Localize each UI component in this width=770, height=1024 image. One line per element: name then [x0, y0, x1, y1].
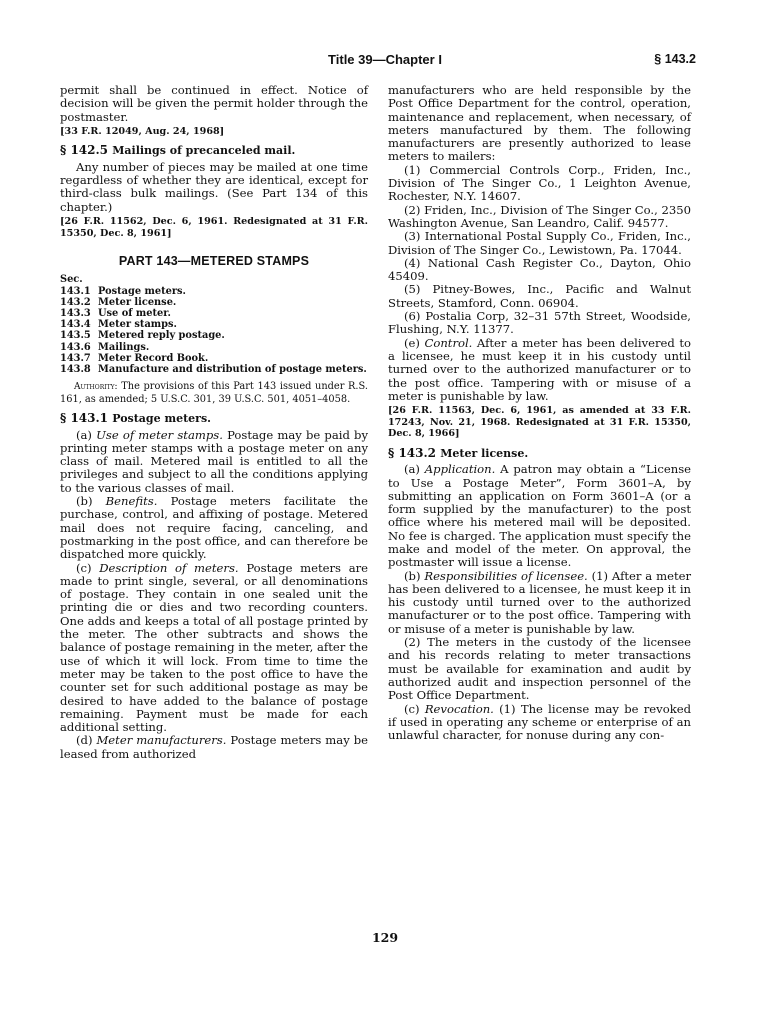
continued-paragraph: permit shall be continued in effect. Notice of decision will be given the permit holder through the postmaster.: [60, 83, 368, 124]
toc-label: Sec.: [60, 274, 83, 286]
paragraph-text: Postage meters facilitate the purchase, control, and affixing of postage. Metered mail does not require facing, canceling, and postmarking in the post office, and can therefore be dispatched more quickly.: [60, 494, 369, 562]
paragraph-b-2: (2) The meters in the custody of the licensee and his records relating to meter transactions must be available for examination and audit by authorized audit and inspection personnel of the Post Office Department.: [388, 635, 691, 703]
paragraph-label: (e): [404, 335, 420, 350]
toc-number: 143.8: [60, 364, 91, 376]
paragraph-text: A patron may obtain a “License to Use a Postage Meter”, Form 3601–A, by submitting an application on Form 3601–A (or a form supplied by the manufacturer) to the post office where his metered mail will be deposited. No fee is charged. The application must specify the make and model of the meter. On approval, the postmaster will issue a license.: [388, 462, 692, 570]
running-header: [0, 52, 770, 72]
paragraph-text: Postage may be paid by printing meter stamps with a postage meter on any class of mail. Metered mail is entitled to all the privileges and subject to all the conditions applying to the various classes of mail.: [60, 427, 368, 495]
toc-text: Use of meter.: [98, 308, 171, 320]
manufacturer-item: (1) Commercial Controls Corp., Friden, Inc., Division of The Singer Co., 1 Leighton Avenue, Rochester, N.Y. 14607.: [388, 162, 691, 204]
running-title: Title 39—Chapter I: [328, 52, 442, 67]
manufacturer-item: (4) National Cash Register Co., Dayton, Ohio 45409.: [388, 255, 691, 284]
paragraph-label: (d): [76, 733, 93, 748]
paragraph-text: (1) The license may be revoked if used in operating any scheme or enterprise of an unlawful character, for nonuse during any con-: [388, 701, 692, 743]
toc-row: [60, 319, 368, 330]
paragraph-text: After a meter has been delivered to a licensee, he must keep it in his custody until turned over to the authorized manufacturer or to the post office. Tampering with or misuse of a meter is punishable by law.: [388, 335, 692, 403]
table-of-contents: [60, 274, 368, 375]
paragraph-label: (a): [404, 462, 420, 477]
paragraph-title: Responsibilities of licensee.: [424, 568, 588, 583]
paragraph-label: (c): [404, 701, 420, 716]
toc-number: 143.3: [60, 308, 91, 320]
paragraph-label: (c): [76, 560, 92, 575]
manufacturer-item: (5) Pitney-Bowes, Inc., Pacific and Walnut Streets, Stamford, Conn. 06904.: [388, 282, 691, 310]
paragraph-c: [388, 703, 691, 743]
toc-text: Meter stamps.: [98, 319, 177, 331]
authority-note: [60, 381, 368, 405]
manufacturer-item: (3) International Postal Supply Co., Friden, Inc., Division of The Singer Co., Lewistown, Pa. 17044.: [388, 229, 691, 257]
paragraph-b: [60, 495, 368, 561]
paragraph-title: Control.: [424, 335, 473, 350]
paragraph-label: (a): [76, 427, 92, 442]
left-column: [60, 84, 368, 761]
manufacturer-item: (6) Postalia Corp, 32–31 57th Street, Woodside, Flushing, N.Y. 11377.: [388, 309, 691, 337]
citation-note: [26 F.R. 11563, Dec. 6, 1961, as amended at 33 F.R. 17243, Nov. 21, 1968. Redesignated at 31 F.R. 15350, Dec. 8, 1966]: [388, 405, 691, 440]
section-title: Meter license.: [440, 446, 529, 460]
toc-number: 143.6: [60, 341, 91, 353]
toc-number: 143.7: [60, 352, 91, 364]
authority-label: Authority:: [74, 382, 118, 393]
toc-row: [60, 364, 368, 375]
section-title: Postage meters.: [112, 412, 211, 426]
paragraph-label: (b): [76, 494, 93, 509]
paragraph-text: Postage meters are made to print single, several, or all denominations of postage. They contain in one sealed unit the printing die or dies and two recording counters. One adds and keeps a total of all postage printed by the meter. The other subtracts and shows the balance of postage remaining in the meter, after the use of which it will lock. From time to time the meter may be taken to the post office to have the counter set for such additional postage as may be desired to have added to the balance of postage remaining. Payment must be made for each additional setting.: [60, 560, 369, 735]
paragraph-b: [388, 570, 691, 636]
toc-number: 143.1: [60, 285, 91, 297]
toc-row: [60, 353, 368, 364]
toc-row: [60, 342, 368, 353]
part-title: PART 143—METERED STAMPS: [118, 254, 310, 269]
paragraph-text: Postage meters may be leased from authorized: [60, 733, 369, 761]
manufacturer-item: (2) Friden, Inc., Division of The Singer Co., 2350 Washington Avenue, San Leandro, Calif. 94577.: [388, 202, 691, 230]
toc-row: [60, 297, 368, 308]
section-number: § 143.1: [60, 411, 109, 426]
paragraph-title: Benefits.: [105, 494, 158, 509]
toc-row: [60, 308, 368, 319]
section-body: Any number of pieces may be mailed at one time regardless of whether they are identical, except for third-class bulk mailings. (See Part 134 of this chapter.): [60, 159, 368, 214]
toc-number: 143.4: [60, 319, 91, 331]
paragraph-a: [388, 463, 691, 569]
section-heading-143-2: [388, 447, 691, 460]
continued-paragraph: manufacturers who are held responsible by the Post Office Department for the control, operation, maintenance and replacement, when necessary, of meters manufactured by them. The following manufacturers are presently authorized to lease meters to mailers:: [388, 83, 691, 164]
section-heading-143-1: [60, 412, 368, 425]
toc-text: Postage meters.: [98, 285, 186, 297]
section-heading-142-5: [60, 144, 368, 157]
toc-text: Manufacture and distribution of postage meters.: [98, 364, 367, 376]
section-number: § 142.5: [60, 143, 109, 158]
paragraph-title: Use of meter stamps.: [96, 427, 223, 442]
page-number: 129: [371, 930, 399, 945]
toc-number: 143.2: [60, 296, 91, 308]
paragraph-c: [60, 562, 368, 735]
section-number: § 143.2: [388, 445, 437, 460]
authority-text: The provisions of this Part 143 issued under R.S. 161, as amended; 5 U.S.C. 301, 39 U.S.C. 501, 4051–4058.: [60, 381, 368, 405]
section-title: Mailings of precanceled mail.: [112, 144, 296, 158]
toc-row: [60, 286, 368, 297]
toc-text: Metered reply postage.: [98, 330, 225, 342]
toc-text: Meter Record Book.: [98, 352, 209, 364]
paragraph-d: [60, 734, 368, 761]
paragraph-title: Description of meters.: [99, 560, 239, 575]
toc-text: Mailings.: [98, 341, 150, 353]
citation-note: [33 F.R. 12049, Aug. 24, 1968]: [60, 125, 225, 137]
paragraph-title: Revocation.: [424, 701, 494, 716]
paragraph-title: Application.: [424, 462, 496, 477]
paragraph-e: [388, 337, 691, 403]
paragraph-a: [60, 429, 368, 495]
paragraph-text: (1) After a meter has been delivered to a licensee, he must keep it in his custody until turned over to the authorized manufacturer or to the post office. Tampering with or misuse of a meter is punishable by law.: [388, 568, 692, 636]
running-section-number: § 143.2: [654, 52, 696, 66]
paragraph-title: Meter manufacturers.: [96, 733, 227, 748]
toc-row: [60, 330, 368, 341]
citation-note: [26 F.R. 11562, Dec. 6, 1961. Redesignated at 31 F.R. 15350, Dec. 8, 1961]: [60, 215, 368, 239]
right-column: [388, 84, 691, 742]
toc-text: Meter license.: [98, 296, 177, 308]
paragraph-label: (b): [404, 568, 421, 583]
toc-number: 143.5: [60, 330, 91, 342]
